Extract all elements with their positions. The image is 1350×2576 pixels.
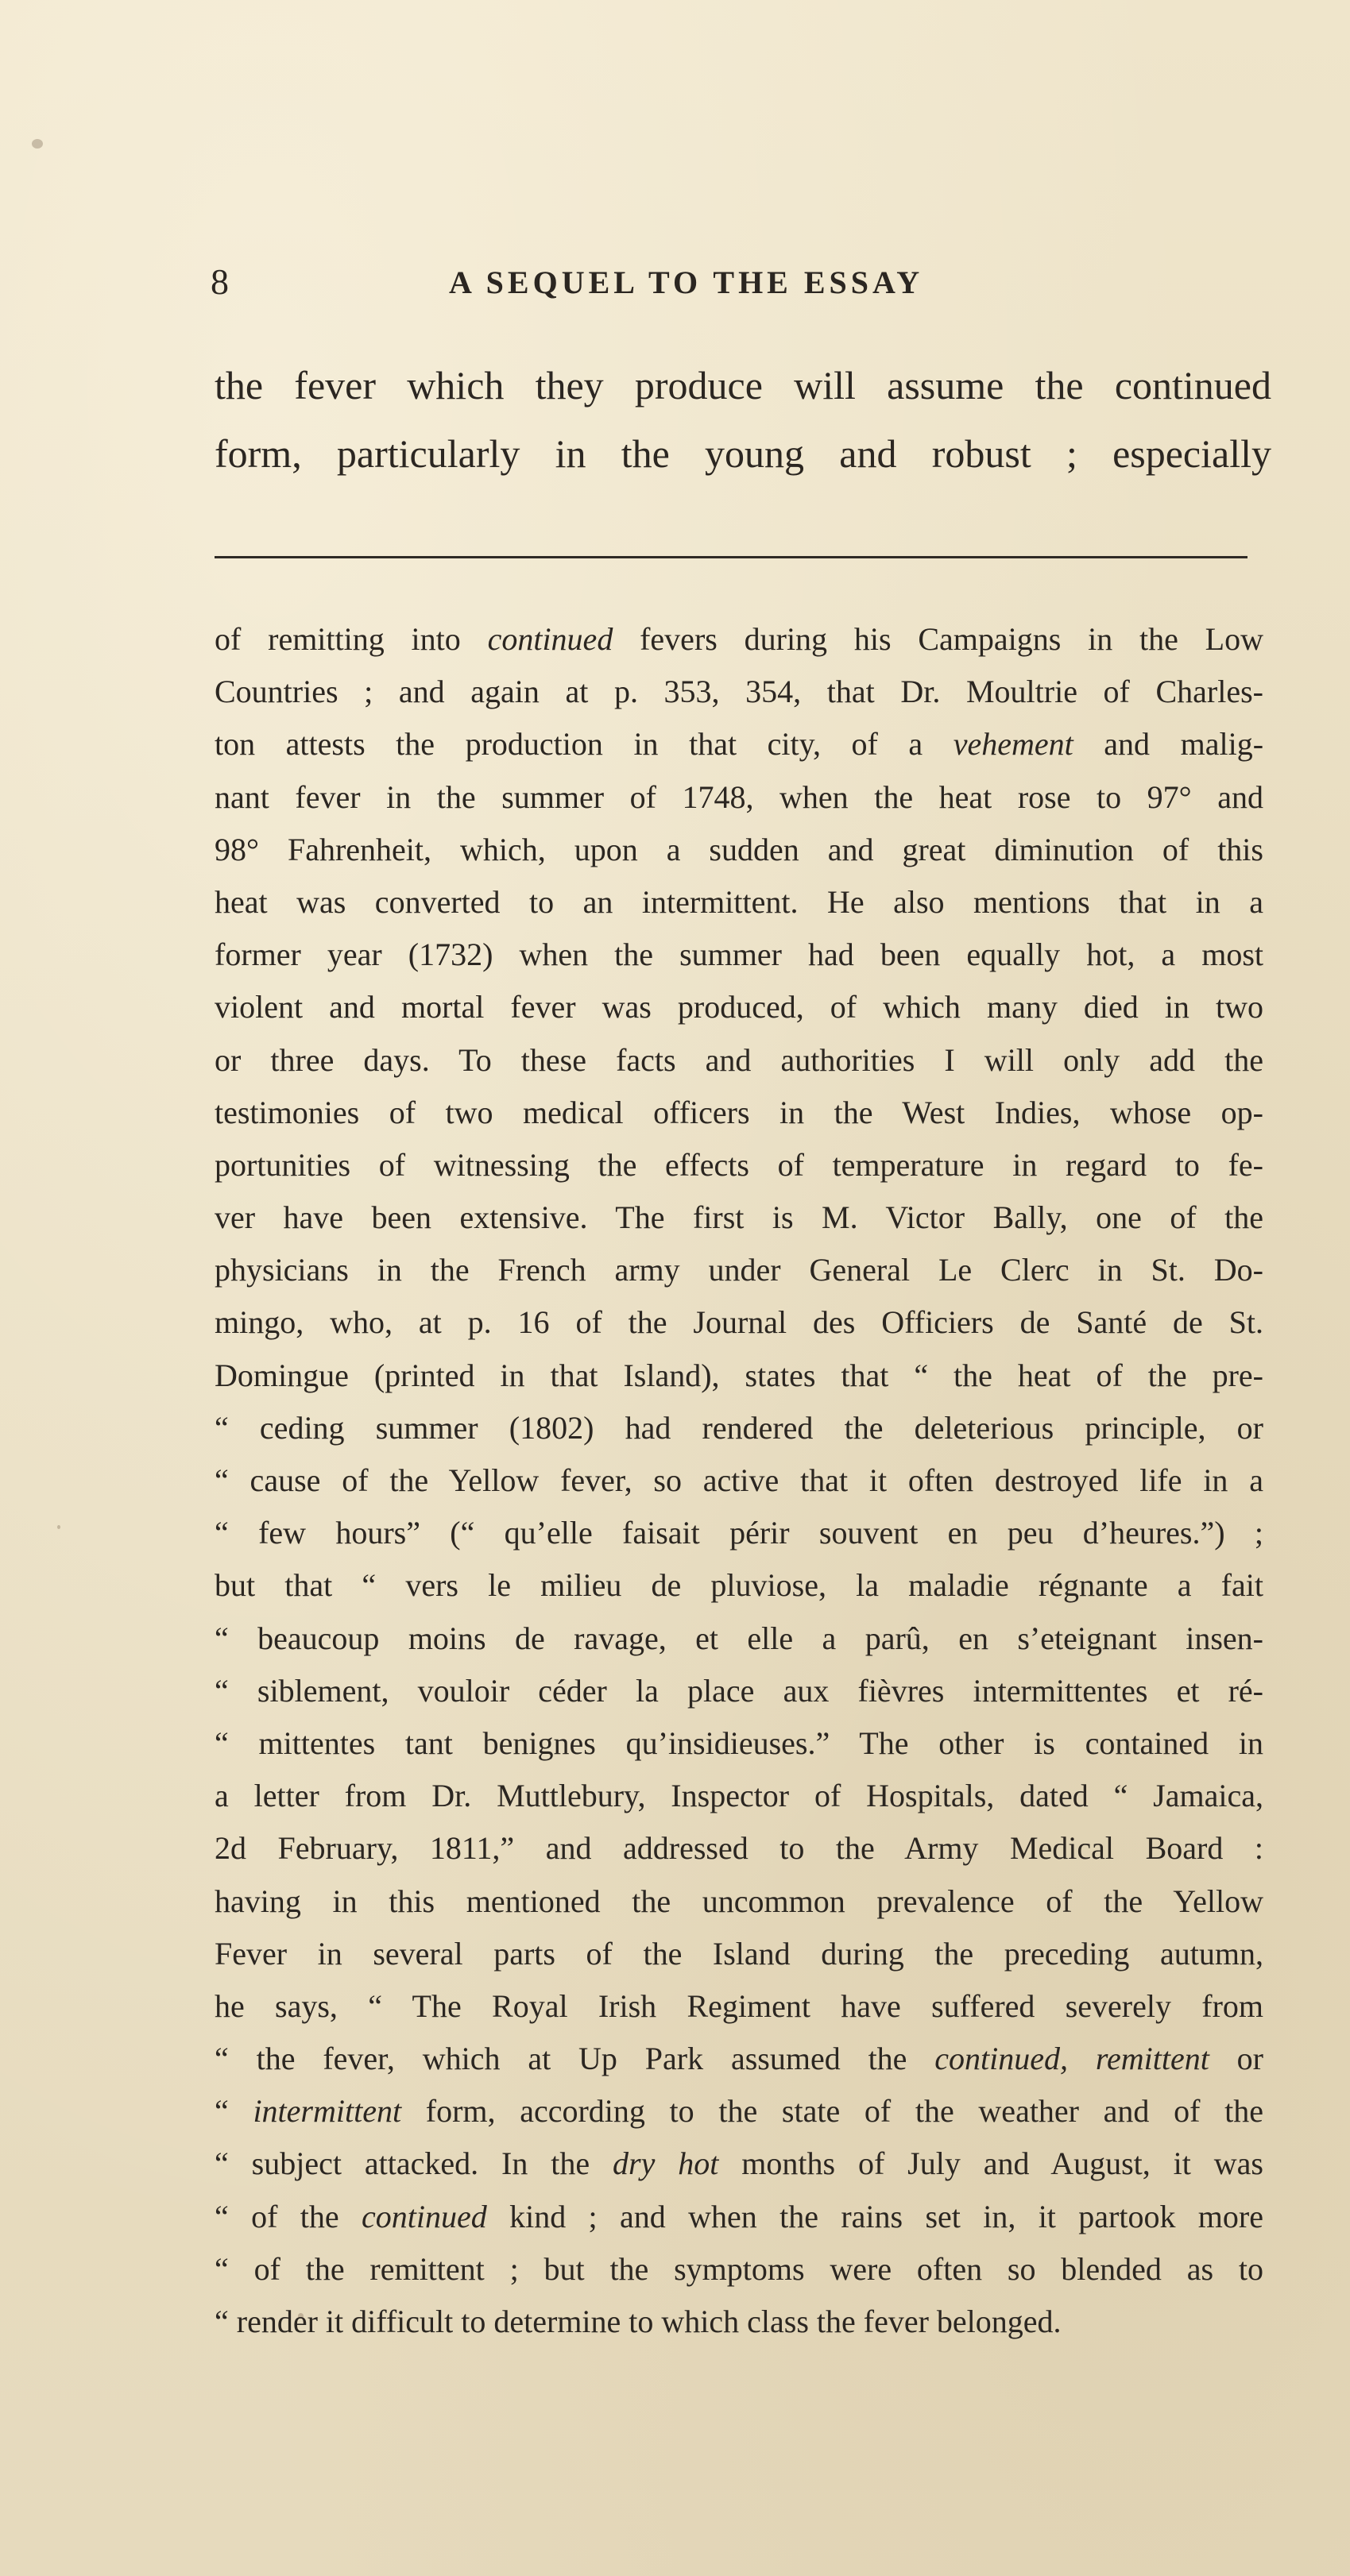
footnote-text: former year (1732) when the summer had been equally hot, a most [215, 937, 1263, 973]
page-number: 8 [211, 261, 230, 302]
footnote-text: “ few hours” (“ qu’elle faisait périr souvent en peu d’heures.”) ; [215, 1515, 1263, 1551]
footnote-divider [215, 556, 1247, 558]
italic-text: vehement [953, 726, 1073, 763]
footnote-text: or [1209, 2041, 1264, 2077]
italic-text: continued [487, 621, 613, 657]
footnote-line [215, 2138, 1263, 2190]
footnote-line [215, 1822, 1263, 1875]
footnote-line [215, 2033, 1263, 2085]
footnote-line [215, 1454, 1263, 1507]
footnote-line [215, 1717, 1263, 1770]
italic-text: continued [362, 2198, 487, 2234]
footnote-line [215, 1980, 1263, 2033]
footnote-text: nant fever in the summer of 1748, when the heat rose to 97° and [215, 778, 1263, 815]
footnote-text: portunities of witnessing the effects of temperature in regard to fe- [215, 1146, 1263, 1183]
footnote-text: of remitting into [215, 621, 488, 657]
footnote-line [215, 824, 1263, 876]
footnote-text: “ cause of the Yellow fever, so active that it often destroyed life in a [215, 1462, 1263, 1498]
footnote-text: kind ; and when the rains set in, it partook more [486, 2198, 1263, 2234]
footnote-line [215, 981, 1263, 1033]
footnote-line [215, 1875, 1263, 1928]
footnote-text: “ subject attacked. In the [215, 2145, 613, 2182]
footnote-text: Fever in several parts of the Island during the preceding autumn, [215, 1935, 1263, 1972]
footnote-line [215, 1191, 1263, 1244]
footnote-line [215, 1296, 1263, 1349]
footnote-line [215, 1350, 1263, 1402]
paper-blemish [32, 139, 43, 149]
footnote-line [215, 1402, 1263, 1454]
footnote-text: 98° Fahrenheit, which, upon a sudden and great diminution of this [215, 831, 1263, 867]
italic-text: intermittent [253, 2093, 402, 2130]
footnote-text: Domingue (printed in that Island), states that “ the heat of the pre- [215, 1357, 1263, 1393]
footnote-text: and malig- [1073, 726, 1264, 763]
footnote-text: “ siblement, vouloir céder la place aux fièvres intermittentes et ré- [215, 1672, 1263, 1709]
footnote-text: “ the fever, which at Up Park assumed the [215, 2041, 935, 2077]
footnote-line [215, 929, 1263, 981]
footnote-text: “ mittentes tant benignes qu’insidieuses.” The other is contained in [215, 1724, 1263, 1761]
footnote-line [215, 1770, 1263, 1822]
footnote-line [215, 1559, 1263, 1612]
footnote-text: Countries ; and again at p. 353, 354, that Dr. Moultrie of Charles- [215, 674, 1263, 710]
footnote-text: form, according to the state of the weather and of the [401, 2093, 1263, 2130]
footnote-line [215, 1612, 1263, 1665]
footnote-line [215, 1244, 1263, 1296]
footnote-text: mingo, who, at p. 16 of the Journal des Officiers de Santé de St. [215, 1304, 1263, 1341]
footnote-line [215, 1665, 1263, 1717]
footnote-line [215, 876, 1263, 929]
footnote-text: testimonies of two medical officers in the West Indies, whose op- [215, 1094, 1263, 1130]
footnote-text: “ ceding summer (1802) had rendered the deleterious principle, or [215, 1409, 1263, 1446]
body-line: form, particularly in the young and robust ; especially [215, 431, 1271, 476]
footnote-line [215, 613, 1263, 666]
footnote-text: but that “ vers le milieu de pluviose, la maladie régnante a fait [215, 1567, 1263, 1604]
footnote-text: ton attests the production in that city, of a [215, 726, 954, 763]
footnote-text: ver have been extensive. The first is M. Victor Bally, one of the [215, 1199, 1263, 1236]
footnote-line [215, 2191, 1263, 2243]
footnote-text: 2d February, 1811,” and addressed to the Army Medical Board : [215, 1830, 1263, 1867]
footnote-text: “ of the [215, 2198, 362, 2234]
footnote-line [215, 1928, 1263, 1980]
italic-text: dry hot [613, 2145, 719, 2182]
footnote-text: months of July and August, it was [718, 2145, 1264, 2182]
footnote-text: he says, “ The Royal Irish Regiment have suffered severely from [215, 1987, 1263, 2024]
running-title: A SEQUEL TO THE ESSAY [449, 265, 924, 300]
footnote-text: physicians in the French army under General Le Clerc in St. Do- [215, 1252, 1263, 1288]
footnote-text: “ beaucoup moins de ravage, et elle a parû, en s’eteignant insen- [215, 1620, 1263, 1656]
footnote-line [215, 1034, 1263, 1087]
footnote-text: fevers during his Campaigns in the Low [613, 621, 1263, 657]
body-text [215, 351, 1271, 488]
footnote-text: “ [215, 2093, 253, 2130]
body-line: the fever which they produce will assume the continued [215, 363, 1271, 407]
running-head [211, 261, 1267, 308]
footnote-text: or three days. To these facts and authorities I will only add the [215, 1041, 1263, 1078]
paper-blemish [57, 1525, 60, 1529]
footnote-line [215, 2085, 1263, 2138]
footnote-text: “ of the remittent ; but the symptoms were often so blended as to [215, 2250, 1263, 2287]
footnote-text: “ render it difficult to determine to which class the fever belonged. [215, 2304, 1062, 2339]
footnote [215, 613, 1263, 2348]
footnote-line [215, 718, 1263, 770]
footnote-line [215, 771, 1263, 824]
footnote-text: heat was converted to an intermittent. He also mentions that in a [215, 883, 1263, 920]
footnote-text: a letter from Dr. Muttlebury, Inspector of Hospitals, dated “ Jamaica, [215, 1778, 1263, 1814]
footnote-line [215, 1139, 1263, 1191]
footnote-line [215, 1087, 1263, 1139]
footnote-line [215, 2296, 1263, 2348]
italic-text: continued, remittent [934, 2041, 1209, 2077]
footnote-line [215, 1507, 1263, 1559]
footnote-text: violent and mortal fever was produced, of which many died in two [215, 989, 1263, 1025]
footnote-line [215, 2243, 1263, 2296]
footnote-text: having in this mentioned the uncommon prevalence of the Yellow [215, 1883, 1263, 1919]
footnote-line [215, 666, 1263, 718]
